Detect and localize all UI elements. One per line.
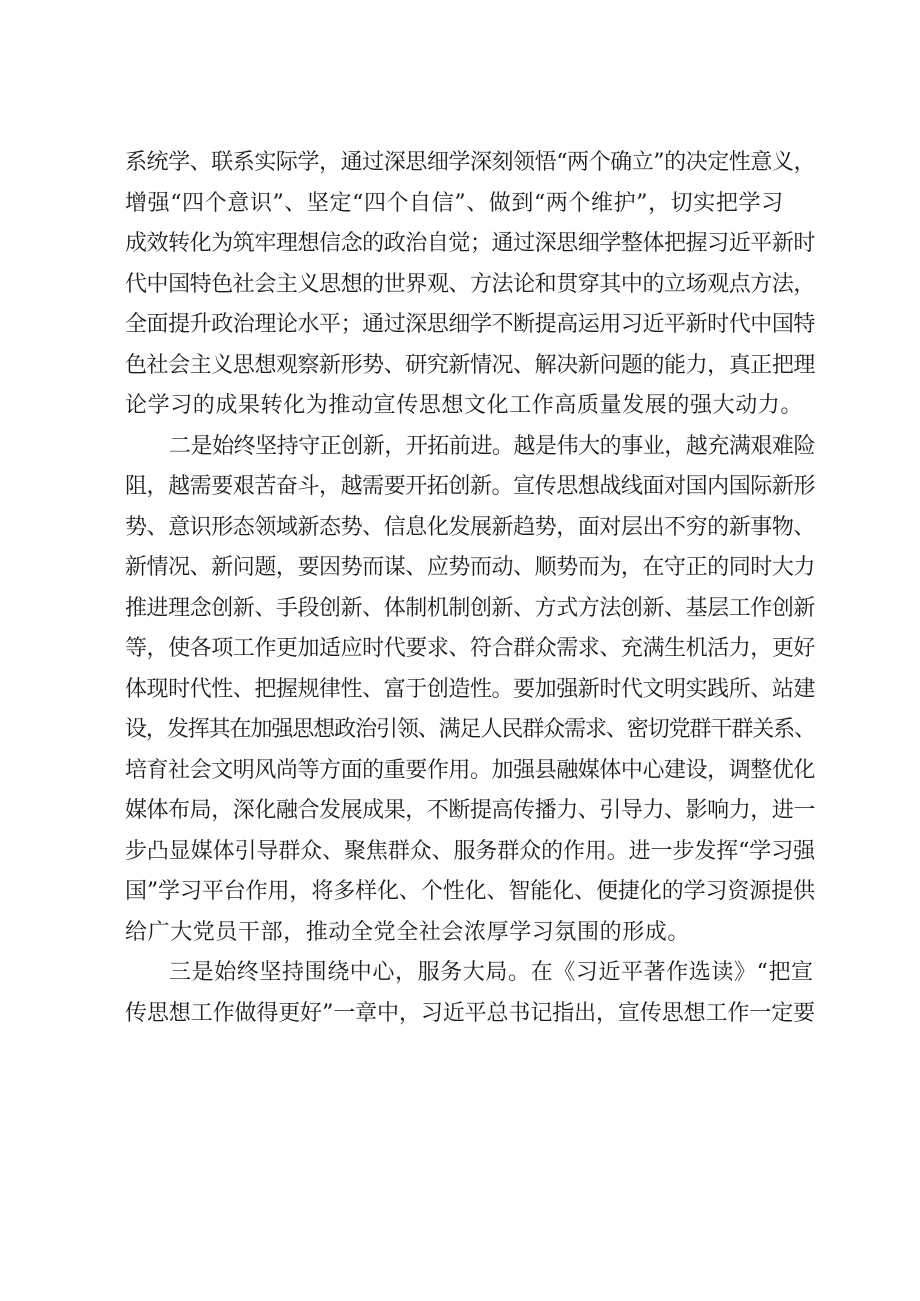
text-line: 论学习的成果转化为推动宣传思想文化工作高质量发展的强大动力。 — [125, 393, 804, 418]
text-line: 势、意识形态领域新态势、信息化发展新趋势，面对层出不穷的新事物、 — [125, 514, 815, 540]
text-line: 系统学、联系实际学，通过深思细学深刻领悟“两个确立”的决定性意义， — [125, 150, 815, 175]
text-line: 等，使各项工作更加适应时代要求、符合群众需求、充满生机活力，更好 — [125, 636, 815, 661]
text-line: 三是始终坚持围绕中心，服务大局。在《习近平著作选读》“把宣 — [169, 960, 814, 985]
paragraph-1 — [125, 143, 815, 427]
text-line: 推进理念创新、手段创新、体制机制创新、方式方法创新、基层工作创新 — [125, 595, 815, 621]
text-line: 国”学习平台作用，将多样化、个性化、智能化、便捷化的学习资源提供 — [125, 879, 815, 904]
text-line: 体现时代性、把握规律性、富于创造性。要加强新时代文明实践所、站建 — [125, 676, 815, 702]
text-line: 全面提升政治理论水平；通过深思细学不断提高运用习近平新时代中国特 — [125, 312, 815, 337]
text-line: 增强“四个意识”、坚定“四个自信”、做到“两个维护”，切实把学习 — [125, 190, 784, 216]
text-line: 色社会主义思想观察新形势、研究新情况、解决新问题的能力，真正把理 — [125, 352, 815, 378]
text-line: 媒体布局，深化融合发展成果，不断提高传播力、引导力、影响力，进一 — [125, 798, 815, 823]
text-line: 新情况、新问题，要因势而谋、应势而动、顺势而为，在守正的同时大力 — [125, 555, 815, 580]
text-line: 成效转化为筑牢理想信念的政治自觉；通过深思细学整体把握习近平新时 — [125, 231, 815, 256]
text-line: 传思想工作做得更好”一章中，习近平总书记指出，宣传思想工作一定要 — [125, 1000, 815, 1026]
text-line: 二是始终坚持守正创新，开拓前进。越是伟大的事业，越充满艰难险 — [169, 433, 815, 459]
text-line: 设，发挥其在加强思想政治引领、满足人民群众需求、密切党群干群关系、 — [125, 717, 815, 742]
document-body — [125, 143, 815, 1034]
text-line: 培育社会文明风尚等方面的重要作用。加强县融媒体中心建设，调整优化 — [125, 757, 815, 783]
text-line: 给广大党员干部，推动全党全社会浓厚学习氛围的形成。 — [125, 919, 691, 945]
paragraph-2 — [125, 427, 815, 954]
text-line: 阻，越需要艰苦奋斗，越需要开拓创新。宣传思想战线面对国内国际新形 — [125, 474, 815, 499]
paragraph-3 — [125, 953, 815, 1034]
text-line: 步凸显媒体引导群众、聚焦群众、服务群众的作用。进一步发挥“学习强 — [125, 838, 815, 864]
text-line: 代中国特色社会主义思想的世界观、方法论和贯穿其中的立场观点方法， — [125, 271, 815, 297]
